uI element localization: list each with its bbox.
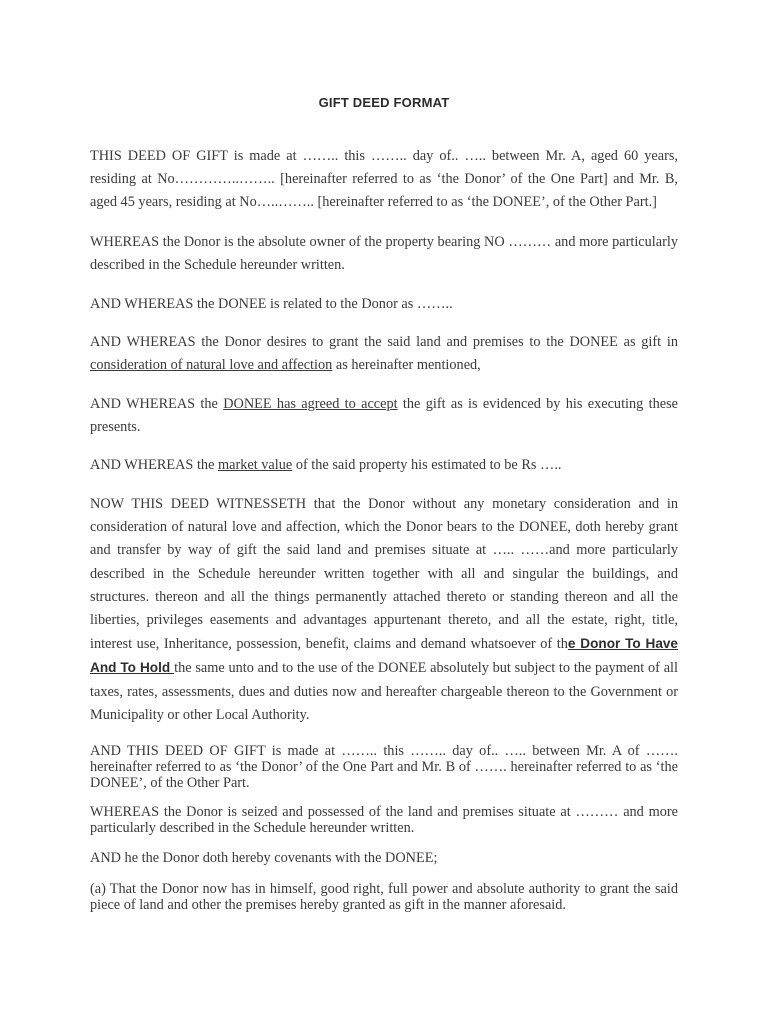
text-segment: as hereinafter mentioned, [332,357,481,374]
underlined-phrase-donee-accept: DONEE has agreed to accept [223,396,398,412]
paragraph-whereas-desires [90,331,678,377]
paragraph-covenant-a: (a) That the Donor now has in himself, good right, full power and absolute authority to grant the said piece of land and other the premises hereby granted as gift in the manner aforesaid. [90,881,678,913]
paragraph-deed-second: AND THIS DEED OF GIFT is made at …….. this …….. day of.. ….. between Mr. A of ……. hereinafter referred to as ‘the Donor’ of the One Part and Mr. B of ……. hereinafter referred to as ‘the DONEE’, of the Other Part. [90,743,678,791]
text-segment: of the said property his estimated to be Rs ….. [292,457,562,473]
document-title: GIFT DEED FORMAT [318,95,450,110]
text-segment: the same unto and to the use of the DONEE absolutely but subject to the payment of all taxes, rates, assessments, dues and duties now and hereafter chargeable thereon to the Government or Municipality or other Local Authority. [90,660,678,723]
paragraph-whereas-related: AND WHEREAS the DONEE is related to the Donor as …….. [90,296,453,312]
paragraph-whereas-market-value [90,454,678,477]
paragraph-whereas-accept [90,393,678,439]
paragraph-witnesseth [90,493,678,727]
paragraph-whereas-owner: WHEREAS the Donor is the absolute owner of the property bearing NO ……… and more particularly described in the Schedule hereunder written. [90,234,678,274]
underlined-phrase-market-value: market value [218,457,293,473]
text-segment: AND WHEREAS the [90,457,219,473]
paragraph-whereas-seized: WHEREAS the Donor is seized and possessed of the land and premises situate at ……… and more particularly described in the Schedule hereunder written. [90,804,678,836]
bold-phrase-have-and-hold: e Donor To Have And To Hold [90,636,678,676]
paragraph-covenants: AND he the Donor doth hereby covenants with the DONEE; [90,850,438,866]
text-segment: AND WHEREAS the Donor desires to grant the said land and premises to the DONEE as gift in [90,334,678,350]
text-segment: AND WHEREAS the [90,396,224,412]
underlined-phrase-love-affection: consideration of natural love and affection [90,357,333,374]
text-segment: the gift as is evidenced by his executing these presents. [90,396,678,436]
text-segment: NOW THIS DEED WITNESSETH that the Donor without any monetary consideration and in consideration of natural love and affection, which the Donor bears to the DONEE, doth hereby grant and transfer by way of gift the said land and premises situate at ….. ……and more particularly described in the Schedule hereunder written together with all and singular the buildings, and structures. thereon and all the things permanently attached thereto or standing thereon and all the liberties, privileges easements and advantages appurtenant thereto, and all the estate, right, title, interest use, Inheritance, possession, benefit, claims and demand whatsoever of th [90,496,678,653]
paragraph-deed-intro: THIS DEED OF GIFT is made at …….. this …….. day of.. ….. between Mr. A, aged 60 years, residing at No…………..…….. [hereinafter referred to as ‘the Donor’ of the One Part] and Mr. B, aged 45 years, residing at No…..…….. [hereinafter referred to as ‘the DONEE’, of the Other Part.] [90,148,678,211]
